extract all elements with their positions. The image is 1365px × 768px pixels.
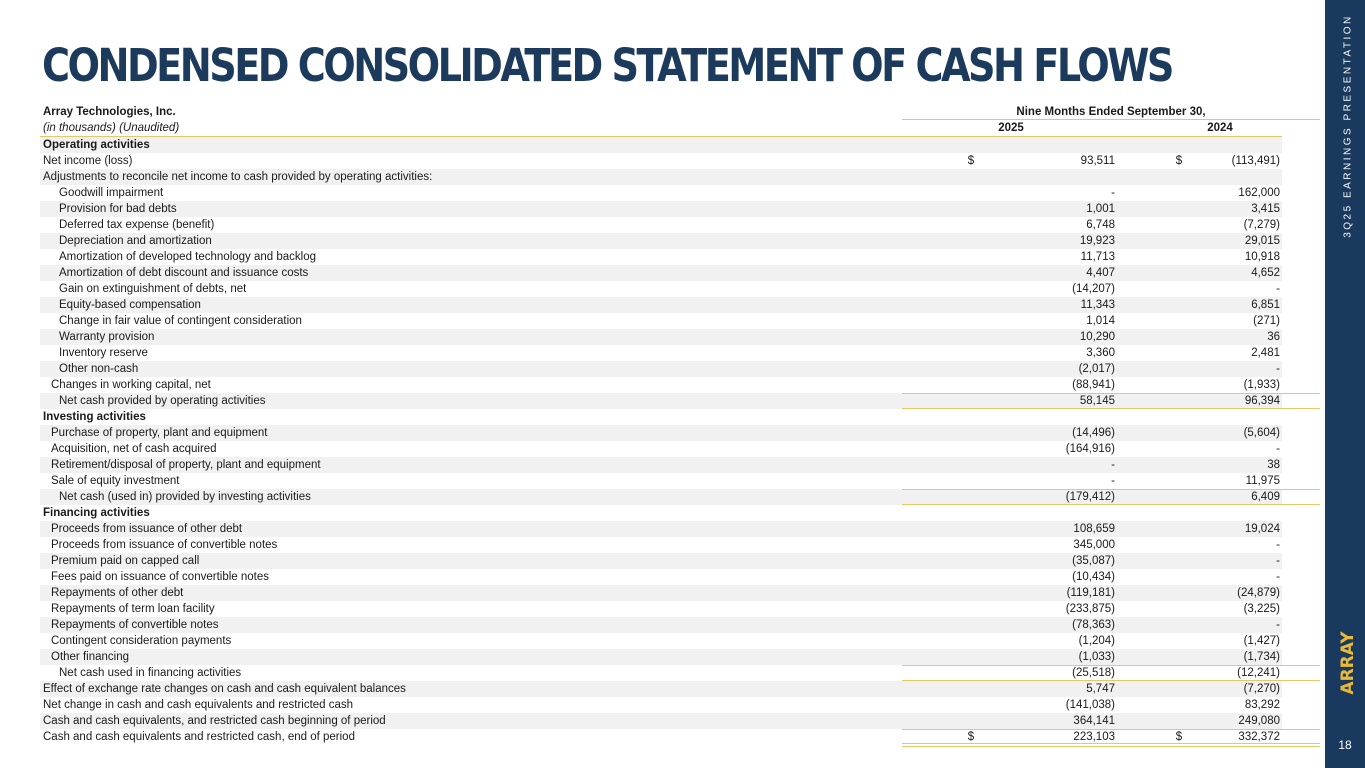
value-2025: (14,207): [1072, 283, 1115, 295]
value-2024: -: [1276, 619, 1280, 631]
value-2025: (141,038): [1065, 699, 1115, 711]
row-label: Sale of equity investment: [51, 475, 180, 487]
value-2024: 19,024: [1244, 523, 1280, 535]
table-row: [40, 137, 1282, 153]
row-label: Inventory reserve: [59, 347, 148, 359]
row-label: Investing activities: [43, 411, 146, 423]
row-label: Operating activities: [43, 139, 150, 151]
value-2024: 3,415: [1251, 203, 1280, 215]
row-label: Adjustments to reconcile net income to cash provided by operating activities:: [43, 171, 433, 183]
row-label: Net cash provided by operating activities: [59, 395, 266, 407]
value-2024: 29,015: [1244, 235, 1280, 247]
table-row: [40, 521, 1282, 537]
table-row: [40, 697, 1282, 713]
row-label: Goodwill impairment: [59, 187, 164, 199]
row-label: Effect of exchange rate changes on cash and cash equivalent balances: [43, 683, 406, 695]
table-row: [40, 489, 1282, 505]
table-row: [40, 473, 1282, 489]
value-2024: 36: [1267, 331, 1280, 343]
cash-flow-table: [40, 104, 1282, 745]
value-2024: 11,975: [1245, 475, 1280, 487]
table-body: [40, 137, 1282, 745]
value-2024: (7,279): [1243, 219, 1280, 231]
table-row: [40, 313, 1282, 329]
value-2024: -: [1276, 555, 1280, 567]
value-2025: -: [1111, 475, 1115, 487]
array-logo: ARRAY: [1338, 631, 1358, 695]
row-label: Depreciation and amortization: [59, 235, 212, 247]
table-row: [40, 537, 1282, 553]
table-subheader-row: [40, 120, 1282, 137]
row-label: Proceeds from issuance of other debt: [51, 523, 243, 535]
value-2025: 6,748: [1086, 219, 1115, 231]
value-2025: 5,747: [1086, 683, 1115, 695]
value-2025: 345,000: [1073, 539, 1115, 551]
value-2024: (271): [1253, 315, 1280, 327]
row-label: Equity-based compensation: [59, 299, 201, 311]
value-2024: 10,918: [1244, 251, 1280, 263]
value-2024: -: [1276, 283, 1280, 295]
table-row: [40, 681, 1282, 697]
table-row: [40, 329, 1282, 345]
row-label: Financing activities: [43, 507, 150, 519]
value-2024: 249,080: [1238, 715, 1280, 727]
value-2025: (2,017): [1078, 363, 1115, 375]
value-2025: -: [1111, 187, 1115, 199]
table-row: [40, 665, 1282, 681]
value-2025: 223,103: [1073, 731, 1115, 743]
value-2024: 2,481: [1251, 347, 1280, 359]
currency-symbol-2024: $: [1175, 155, 1183, 167]
subtotal-rule: [902, 665, 1320, 666]
table-row: [40, 153, 1282, 169]
value-2024: 96,394: [1244, 395, 1280, 407]
presentation-label: 3Q25 EARNINGS PRESENTATION: [1342, 14, 1354, 238]
value-2025: (88,941): [1072, 379, 1115, 391]
value-2024: 162,000: [1238, 187, 1280, 199]
subtotal-rule: [902, 393, 1320, 394]
value-2025: (119,181): [1066, 587, 1115, 599]
value-2025: (1,204): [1078, 635, 1115, 647]
row-label: Purchase of property, plant and equipment: [51, 427, 268, 439]
row-label: Net cash used in financing activities: [59, 667, 242, 679]
value-2024: 38: [1267, 459, 1280, 471]
table-row: [40, 569, 1282, 585]
table-row: [40, 505, 1282, 521]
value-2025: 58,145: [1079, 395, 1115, 407]
subtotal-rule: [902, 489, 1320, 490]
table-row: [40, 169, 1282, 185]
row-label: Retirement/disposal of property, plant and equipment: [51, 459, 321, 471]
value-2024: (113,491): [1231, 155, 1280, 167]
row-label: Warranty provision: [59, 331, 155, 343]
value-2024: -: [1276, 539, 1280, 551]
table-row: [40, 281, 1282, 297]
row-label: Cash and cash equivalents, and restricted cash beginning of period: [43, 715, 386, 727]
row-label: Other non-cash: [59, 363, 139, 375]
table-row: [40, 297, 1282, 313]
table-row: [40, 345, 1282, 361]
currency-symbol-2025: $: [967, 155, 975, 167]
row-label: Fees paid on issuance of convertible notes: [51, 571, 269, 583]
row-label: Amortization of developed technology and backlog: [59, 251, 317, 263]
row-label: Proceeds from issuance of convertible notes: [51, 539, 278, 551]
row-label: Net cash (used in) provided by investing activities: [59, 491, 311, 503]
page-number: 18: [1338, 738, 1352, 752]
row-label: Repayments of convertible notes: [51, 619, 219, 631]
value-2024: (7,270): [1243, 683, 1280, 695]
table-row: [40, 617, 1282, 633]
value-2024: (5,604): [1243, 427, 1280, 439]
value-2024: (1,734): [1243, 651, 1280, 663]
row-label: Deferred tax expense (benefit): [59, 219, 215, 231]
value-2025: (179,412): [1065, 491, 1115, 503]
value-2025: (35,087): [1072, 555, 1115, 567]
row-label: Net income (loss): [43, 155, 133, 167]
value-2025: 11,343: [1080, 299, 1115, 311]
table-row: [40, 457, 1282, 473]
value-2024: (1,427): [1243, 635, 1280, 647]
value-2025: (164,916): [1065, 443, 1115, 455]
row-label: Net change in cash and cash equivalents and restricted cash: [43, 699, 354, 711]
units-note: (in thousands) (Unaudited): [43, 122, 180, 134]
currency-symbol-2025: $: [967, 731, 975, 743]
table-row: [40, 601, 1282, 617]
value-2025: -: [1111, 459, 1115, 471]
table-row: [40, 713, 1282, 729]
value-2024: (24,879): [1237, 587, 1280, 599]
row-label: Repayments of term loan facility: [51, 603, 215, 615]
row-label: Contingent consideration payments: [51, 635, 232, 647]
table-row: [40, 585, 1282, 601]
table-row: [40, 441, 1282, 457]
value-2024: 6,851: [1251, 299, 1280, 311]
value-2025: (233,875): [1065, 603, 1115, 615]
table-row: [40, 729, 1282, 745]
value-2025: 10,290: [1079, 331, 1115, 343]
value-2025: (10,434): [1072, 571, 1115, 583]
value-2024: 83,292: [1244, 699, 1280, 711]
table-row: [40, 409, 1282, 425]
row-label: Other financing: [51, 651, 129, 663]
value-2025: (14,496): [1072, 427, 1115, 439]
table-row: [40, 425, 1282, 441]
total-rule: [902, 729, 1320, 730]
value-2025: (1,033): [1078, 651, 1115, 663]
row-label: Change in fair value of contingent consideration: [59, 315, 302, 327]
table-row: [40, 649, 1282, 665]
table-header-row: [40, 104, 1282, 120]
table-row: [40, 217, 1282, 233]
row-label: Provision for bad debts: [59, 203, 177, 215]
value-2025: 1,014: [1086, 315, 1115, 327]
table-row: [40, 201, 1282, 217]
table-row: [40, 361, 1282, 377]
value-2025: 4,407: [1086, 267, 1115, 279]
value-2024: 332,372: [1238, 731, 1280, 743]
period-header: Nine Months Ended September 30,: [1016, 106, 1206, 118]
row-label: Repayments of other debt: [51, 587, 184, 599]
value-2024: -: [1276, 363, 1280, 375]
value-2025: 11,713: [1080, 251, 1115, 263]
currency-symbol-2024: $: [1175, 731, 1183, 743]
table-row: [40, 185, 1282, 201]
value-2024: (3,225): [1243, 603, 1280, 615]
row-label: Amortization of debt discount and issuance costs: [59, 267, 309, 279]
year-2025-header: 2025: [998, 122, 1024, 134]
table-row: [40, 633, 1282, 649]
value-2025: 1,001: [1086, 203, 1115, 215]
row-label: Cash and cash equivalents and restricted cash, end of period: [43, 731, 355, 743]
table-row: [40, 249, 1282, 265]
value-2024: (1,933): [1243, 379, 1280, 391]
table-row: [40, 233, 1282, 249]
value-2025: 108,659: [1073, 523, 1115, 535]
value-2025: 19,923: [1079, 235, 1115, 247]
table-row: [40, 265, 1282, 281]
value-2024: -: [1276, 571, 1280, 583]
year-2024-header: 2024: [1207, 122, 1233, 134]
value-2024: (12,241): [1237, 667, 1280, 679]
double-underline: [902, 743, 1320, 747]
table-row: [40, 377, 1282, 393]
row-label: Gain on extinguishment of debts, net: [59, 283, 247, 295]
value-2025: (78,363): [1072, 619, 1115, 631]
row-label: Premium paid on capped call: [51, 555, 200, 567]
company-name: Array Technologies, Inc.: [43, 106, 176, 118]
table-row: [40, 393, 1282, 409]
value-2024: 6,409: [1251, 491, 1280, 503]
page-title: CONDENSED CONSOLIDATED STATEMENT OF CASH FLOWS: [42, 39, 1172, 92]
value-2025: (25,518): [1072, 667, 1115, 679]
value-2025: 93,511: [1080, 155, 1115, 167]
table-row: [40, 553, 1282, 569]
value-2025: 364,141: [1073, 715, 1115, 727]
value-2024: 4,652: [1251, 267, 1280, 279]
row-label: Acquisition, net of cash acquired: [51, 443, 217, 455]
value-2025: 3,360: [1086, 347, 1115, 359]
row-label: Changes in working capital, net: [51, 379, 211, 391]
value-2024: -: [1276, 443, 1280, 455]
